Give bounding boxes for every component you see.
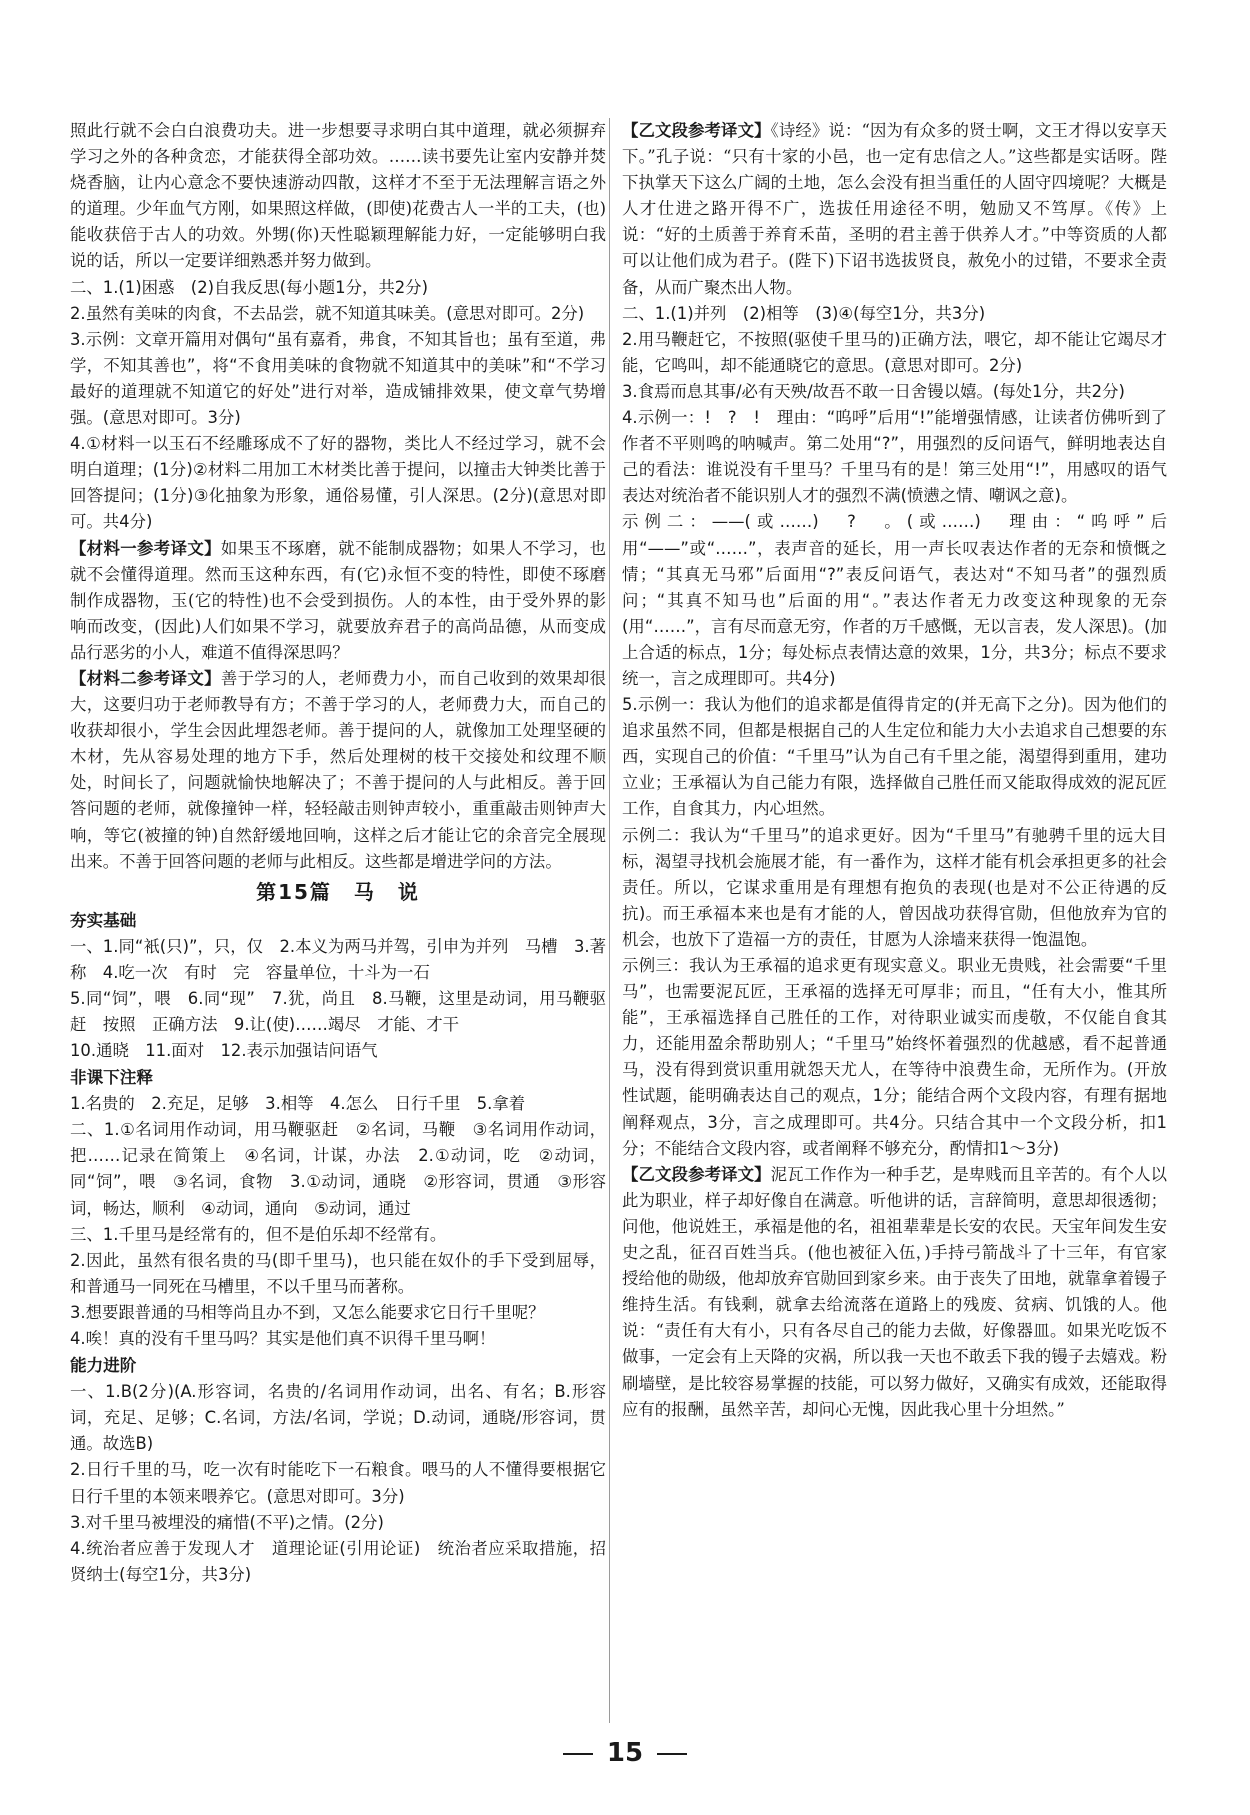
answer-line: 3.食焉而息其事/必有天殃/故吾不敢一日舍镘以嬉。(每处1分，共2分) — [622, 381, 1125, 401]
answer-line: 3.对千里马被埋没的痛惜(不平)之情。(2分) — [70, 1512, 384, 1532]
answer-line: 4.示例一：! ? ! 理由：“呜呼”后用“!”能增强情感，让读者仿佛听到了作者不平则鸣的呐喊声。第二处用“?”，用强烈的反问语气，鲜明地表达自己的看法：谁说没有千里马？千里马有的是！第三处用“!”，用感叹的语气表达对统治者不能识别人才的强烈不满(愤懑之情、嘲讽之意)。 — [622, 408, 1167, 506]
right-column — [622, 118, 1167, 1423]
material1-translation — [70, 536, 606, 666]
answer-line: 2.用马鞭赶它，不按照(驱使千里马的)正确方法，喂它，却不能让它竭尽才能，它鸣叫，却不能通晓它的意思。(意思对即可。2分) — [622, 329, 1167, 375]
section-title-extra-notes: 非课下注释 — [70, 1068, 153, 1088]
translation-continued: 照此行就不会白白浪费功夫。进一步想要寻求明白其中道理，就必须摒弃学习之外的各种贪恋，才能获得全部功效。……读书要先让室内安静并焚烧香脑，让内心意念不要快速游动四散，这样才不至于无法理解言语之外的道理。少年血气方刚，如果照这样做，(即使)花费古人一半的工夫，(也)能收获倍于古人的功效。外甥(你)天性聪颖理解能力好，一定能够明白我说的话，所以一定要详细熟悉并努力做到。 — [70, 121, 606, 271]
yi1-label: 【乙文段参考译文】 — [622, 121, 771, 140]
yi2-label: 【乙文段参考译文】 — [622, 1164, 771, 1184]
answer-line: 示例二：——(或……) ? 。(或……) 理由：“呜呼”后用“——”或“……”，表声音的延长，用一声长叹表达作者的无奈和愤慨之情；“其真无马邪”后面用“?”表反问语气，表达对“不知马者”的强烈质问；“其真不知马也”后面的用“。”表达作者无力改变这种现象的无奈(用“……”，言有尽而意无穷，作者的万千感慨，无以言表，发人深思)。(加上合适的标点，1分；每处标点表情达意的效果，1分，共3分；标点不要求统一，言之成理即可。共4分) — [622, 512, 1167, 688]
answer-line: 4.统治者应善于发现人才 道理论证(引用论证) 统治者应采取措施，招贤纳士(每空1分，共3分) — [70, 1538, 606, 1584]
answer-line: 3.想要跟普通的马相等尚且办不到，又怎么能要求它日行千里呢？ — [70, 1302, 545, 1322]
material1-label: 【材料一参考译文】 — [70, 538, 221, 558]
answer-line: 1.名贵的 2.充足，足够 3.相等 4.怎么 日行千里 5.拿着 — [70, 1094, 526, 1114]
material2-text: 善于学习的人，老师费力小，而自己收到的效果却很大，这要归功于老师教导有方；不善于学习的人，老师费力大，而自己的收获却很小，学生会因此埋怨老师。善于提问的人，就像加工处理坚硬的木材，先从容易处理的地方下手，然后处理树的枝干交接处和纹理不顺处，时间长了，问题就愉快地解决了；不善于提问的人与此相反。善于回答问题的老师，就像撞钟一样，轻轻敲击则钟声较小，重重敲击则钟声大响，等它(被撞的钟)自然舒缓地回响，这样之后才能让它的余音完全展现出来。不善于回答问题的老师与此相反。这些都是增进学问的方法。 — [70, 668, 607, 871]
dash-left — [563, 1753, 593, 1755]
answer-line: 示例二：我认为“千里马”的追求更好。因为“千里马”有驰骋千里的远大目标，渴望寻找机会施展才能，有一番作为，这样才能有机会承担更多的社会责任。所以，它谋求重用是有理想有抱负的表现(也是对不公正待遇的反抗)。而王承福本来也是有才能的人，曾因战功获得官勋，但他放弃为官的机会，也放下了造福一方的责任，甘愿为人涂墙来获得一饱温饱。 — [622, 825, 1167, 949]
answer-line: 三、1.千里马是经常有的，但不是伯乐却不经常有。 — [70, 1224, 447, 1244]
answer-line: 2.日行千里的马，吃一次有时能吃下一石粮食。喂马的人不懂得要根据它日行千里的本领来喂养它。(意思对即可。3分) — [70, 1460, 606, 1506]
section-title-basics: 夯实基础 — [70, 910, 137, 930]
answer-line: 2.虽然有美味的肉食，不去品尝，就不知道其味美。(意思对即可。2分) — [70, 303, 585, 323]
answer-line: 一、1.B(2分)(A.形容词，名贵的/名词用作动词，出名、有名；B.形容词，充足、足够；C.名词，方法/名词，学说；D.动词，通晓/形容词，贯通。故选B) — [70, 1382, 606, 1454]
answer-line: 4.唉！真的没有千里马吗？其实是他们真不识得千里马啊！ — [70, 1329, 496, 1349]
material1-text: 如果玉不琢磨，就不能制成器物；如果人不学习，也就不会懂得道理。然而玉这种东西，有(它)永恒不变的特性，即使不琢磨制作成器物，玉(它的特性)也不会受到损伤。人的本性，由于受外界的影响而改变，(因此)人们如果不学习，就要放弃君子的高尚品德，从而变成品行恶劣的小人，难道不值得深思吗？ — [70, 538, 607, 662]
answer-line: 示例三：我认为王承福的追求更有现实意义。职业无贵贱，社会需要“千里马”，也需要泥瓦匠，王承福的选择无可厚非；而且，“任有大小，惟其所能”，王承福选择自己胜任的工作，对待职业诚实而虔敬，不仅能自食其力，还能用盈余帮助别人；“千里马”始终怀着强烈的优越感，看不起普通马，没有得到赏识重用就怨天尤人，在等待中浪费生命，无所作为。(开放性试题，能明确表达自己的观点，1分；能结合两个文段内容，有理有据地阐释观点，3分，言之成理即可。共4分。只结合其中一个文段分析，扣1分；不能结合文段内容，或者阐释不够充分，酌情扣1～3分) — [622, 956, 1167, 1158]
answer-line: 2.因此，虽然有很名贵的马(即千里马)，也只能在奴仆的手下受到屈辱，和普通马一同死在马槽里，不以千里马而著称。 — [70, 1250, 606, 1296]
answer-line: 二、1.(1)并列 (2)相等 (3)④(每空1分，共3分) — [622, 303, 986, 323]
column-divider — [609, 118, 610, 1723]
page-number-text: 15 — [606, 1738, 644, 1768]
yi2-text: 泥瓦工作作为一种手艺，是卑贱而且辛苦的。有个人以此为职业，样子却好像自在满意。听他讲的话，言辞简明，意思却很透彻；问他，他说姓王，承福是他的名，祖祖辈辈是长安的农民。天宝年间发生安史之乱，征召百姓当兵。(他也被征入伍，)手持弓箭战斗了十三年，有官家授给他的勋级，他却放弃官勋回到家乡来。由于丧失了田地，就靠拿着镘子维持生活。有钱剩，就拿去给流落在道路上的残废、贫病、饥饿的人。他说：“责任有大有小，只有各尽自己的能力去做，好像器皿。如果光吃饭不做事，一定会有上天降的灾祸，所以我一天也不敢丢下我的镘子去嬉戏。粉刷墙壁，是比较容易掌握的技能，可以努力做好，又确实有成效，还能取得应有的报酬，虽然辛苦，却问心无愧，因此我心里十分坦然。” — [622, 1164, 1167, 1419]
dash-right — [657, 1753, 687, 1755]
answer-line: 二、1.(1)困惑 (2)自我反思(每小题1分，共2分) — [70, 277, 428, 297]
answer-line: 二、1.①名词用作动词，用马鞭驱赶 ②名词，马鞭 ③名词用作动词，把……记录在简策上 ④名词，计谋，办法 2.①动词，吃 ②动词，同“饲”，喂 ③名词，食物 3.①动词，通晓 ②形容词，贯通 ③形容词，畅达，顺利 ④动词，通向 ⑤动词，通过 — [70, 1120, 606, 1218]
answer-line: 一、1.同“衹(只)”，只，仅 2.本义为两马并驾，引申为并列 马槽 3.著称 4.吃一次 有时 完 容量单位，十斗为一石 — [70, 936, 606, 982]
answer-line: 4.①材料一以玉石不经雕琢成不了好的器物，类比人不经过学习，就不会明白道理；(1分)②材料二用加工木材类比善于提问，以撞击大钟类比善于回答提问；(1分)③化抽象为形象，通俗易懂，引人深思。(2分)(意思对即可。共4分) — [70, 434, 606, 532]
left-column — [70, 118, 606, 1588]
answer-line: 10.通晓 11.面对 12.表示加强诘问语气 — [70, 1041, 378, 1061]
yi1-text: 《诗经》说：“因为有众多的贤士啊，文王才得以安享天下。”孔子说：“只有十家的小邑，也一定有忠信之人。”这些都是实话呀。陛下执掌天下这么广阔的土地，怎么会没有担当重任的人固守四境呢？大概是人才仕进之路开得不广，选拔任用途径不明，勉励又不笃厚。《传》上说：“好的土质善于养育禾苗，圣明的君主善于供养人才。”中等资质的人都可以让他们成为君子。(陛下)下诏书选拔贤良，赦免小的过错，不要求全责备，从而广聚杰出人物。 — [622, 121, 1167, 297]
answer-line: 5.同“饲”，喂 6.同“现” 7.犹，尚且 8.马鞭，这里是动词，用马鞭驱赶 按照 正确方法 9.让(使)……竭尽 才能、才干 — [70, 988, 606, 1034]
answer-line: 3.示例：文章开篇用对偶句“虽有嘉肴，弗食，不知其旨也；虽有至道，弗学，不知其善也”，将“不食用美味的食物就不知道其中的美味”和“不学习最好的道理就不知道它的好处”进行对举，造成铺排效果，使文章气势增强。(意思对即可。3分) — [70, 329, 606, 428]
answer-line: 5.示例一：我认为他们的追求都是值得肯定的(并无高下之分)。因为他们的追求虽然不同，但都是根据自己的人生定位和能力大小去追求自己想要的东西，实现自己的价值：“千里马”认为自己有千里之能，渴望得到重用，建功立业；王承福认为自己能力有限，选择做自己胜任而又能取得成效的泥瓦匠工作，自食其力，内心坦然。 — [622, 695, 1167, 819]
page-number — [0, 1738, 1250, 1768]
material2-translation — [70, 666, 606, 875]
chapter-title: 第15篇 马 说 — [256, 879, 420, 904]
material2-label: 【材料二参考译文】 — [70, 668, 221, 688]
yi-translation-2 — [622, 1162, 1167, 1423]
yi-translation-1 — [622, 118, 1167, 301]
section-title-advanced: 能力进阶 — [70, 1356, 137, 1376]
